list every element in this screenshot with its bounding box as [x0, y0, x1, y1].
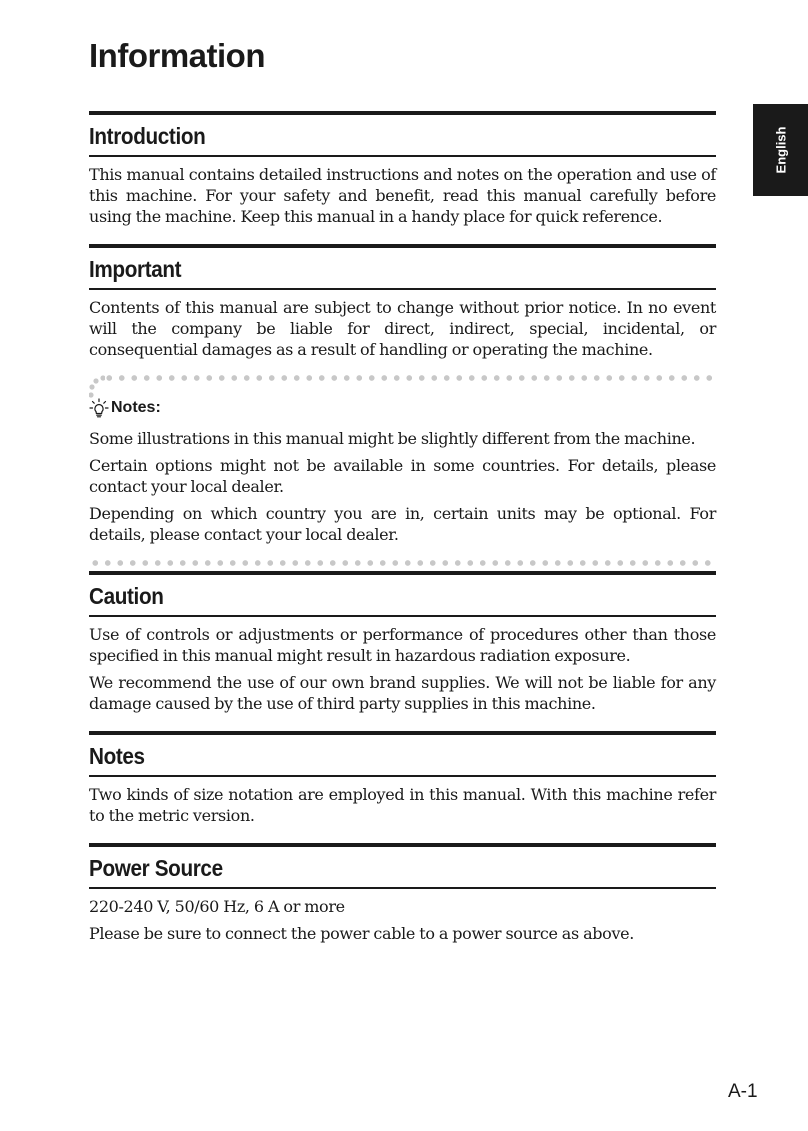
paragraph: This manual contains detailed instructions and notes on the operation and use of this machine. For your safety and benefit, read this manual carefully before using the machine. Keep this manual in a handy place for quick reference. — [89, 165, 716, 226]
section-power-source — [89, 843, 716, 944]
language-tab — [753, 104, 808, 196]
paragraph: 220-240 V, 50/60 Hz, 6 A or more — [89, 897, 345, 916]
page-number: A-1 — [728, 1081, 758, 1102]
paragraph: Contents of this manual are subject to change without prior notice. In no event will the company be liable for direct, indirect, special, incidental, or consequential damages as a result of handling or operating the machine. — [89, 298, 716, 359]
paragraph: We recommend the use of our own brand supplies. We will not be liable for any damage caused by the use of third party supplies in this machine. — [89, 673, 716, 713]
section-caution — [89, 571, 716, 714]
section-body — [89, 297, 716, 360]
notes-body — [89, 428, 716, 545]
dotted-rule-bottom — [89, 559, 716, 567]
section-heading-text: Notes — [89, 743, 145, 769]
section-body — [89, 624, 716, 714]
section-heading-text: Power Source — [89, 855, 223, 881]
section-heading-text: Important — [89, 256, 182, 282]
section-heading — [89, 111, 716, 157]
language-tab-label: English — [773, 126, 788, 174]
page-title: Information — [89, 37, 265, 74]
section-notes — [89, 731, 716, 826]
section-introduction — [89, 111, 716, 227]
paragraph: Two kinds of size notation are employed in this manual. With this machine refer to the metric version. — [89, 785, 716, 825]
section-important — [89, 244, 716, 360]
dotted-rule-top — [103, 374, 716, 382]
notes-label-text: Notes: — [111, 399, 161, 416]
section-heading — [89, 731, 716, 777]
section-body — [89, 784, 716, 826]
section-body — [89, 164, 716, 227]
paragraph: Use of controls or adjustments or performance of procedures other than those specified in this manual might result in hazardous radiation exposure. — [89, 625, 716, 665]
notes-box — [89, 374, 716, 571]
section-heading — [89, 244, 716, 290]
section-heading-text: Caution — [89, 583, 164, 609]
section-heading — [89, 843, 716, 889]
paragraph: Please be sure to connect the power cable to a power source as above. — [89, 924, 634, 943]
notes-label — [89, 398, 716, 418]
section-heading — [89, 571, 716, 617]
note-item: Depending on which country you are in, certain units may be optional. For details, please contact your local dealer. — [89, 504, 716, 544]
content — [89, 111, 716, 950]
note-item: Some illustrations in this manual might be slightly different from the machine. — [89, 429, 696, 448]
note-item: Certain options might not be available in some countries. For details, please contact your local dealer. — [89, 456, 716, 496]
section-body — [89, 896, 716, 944]
section-heading-text: Introduction — [89, 123, 206, 149]
